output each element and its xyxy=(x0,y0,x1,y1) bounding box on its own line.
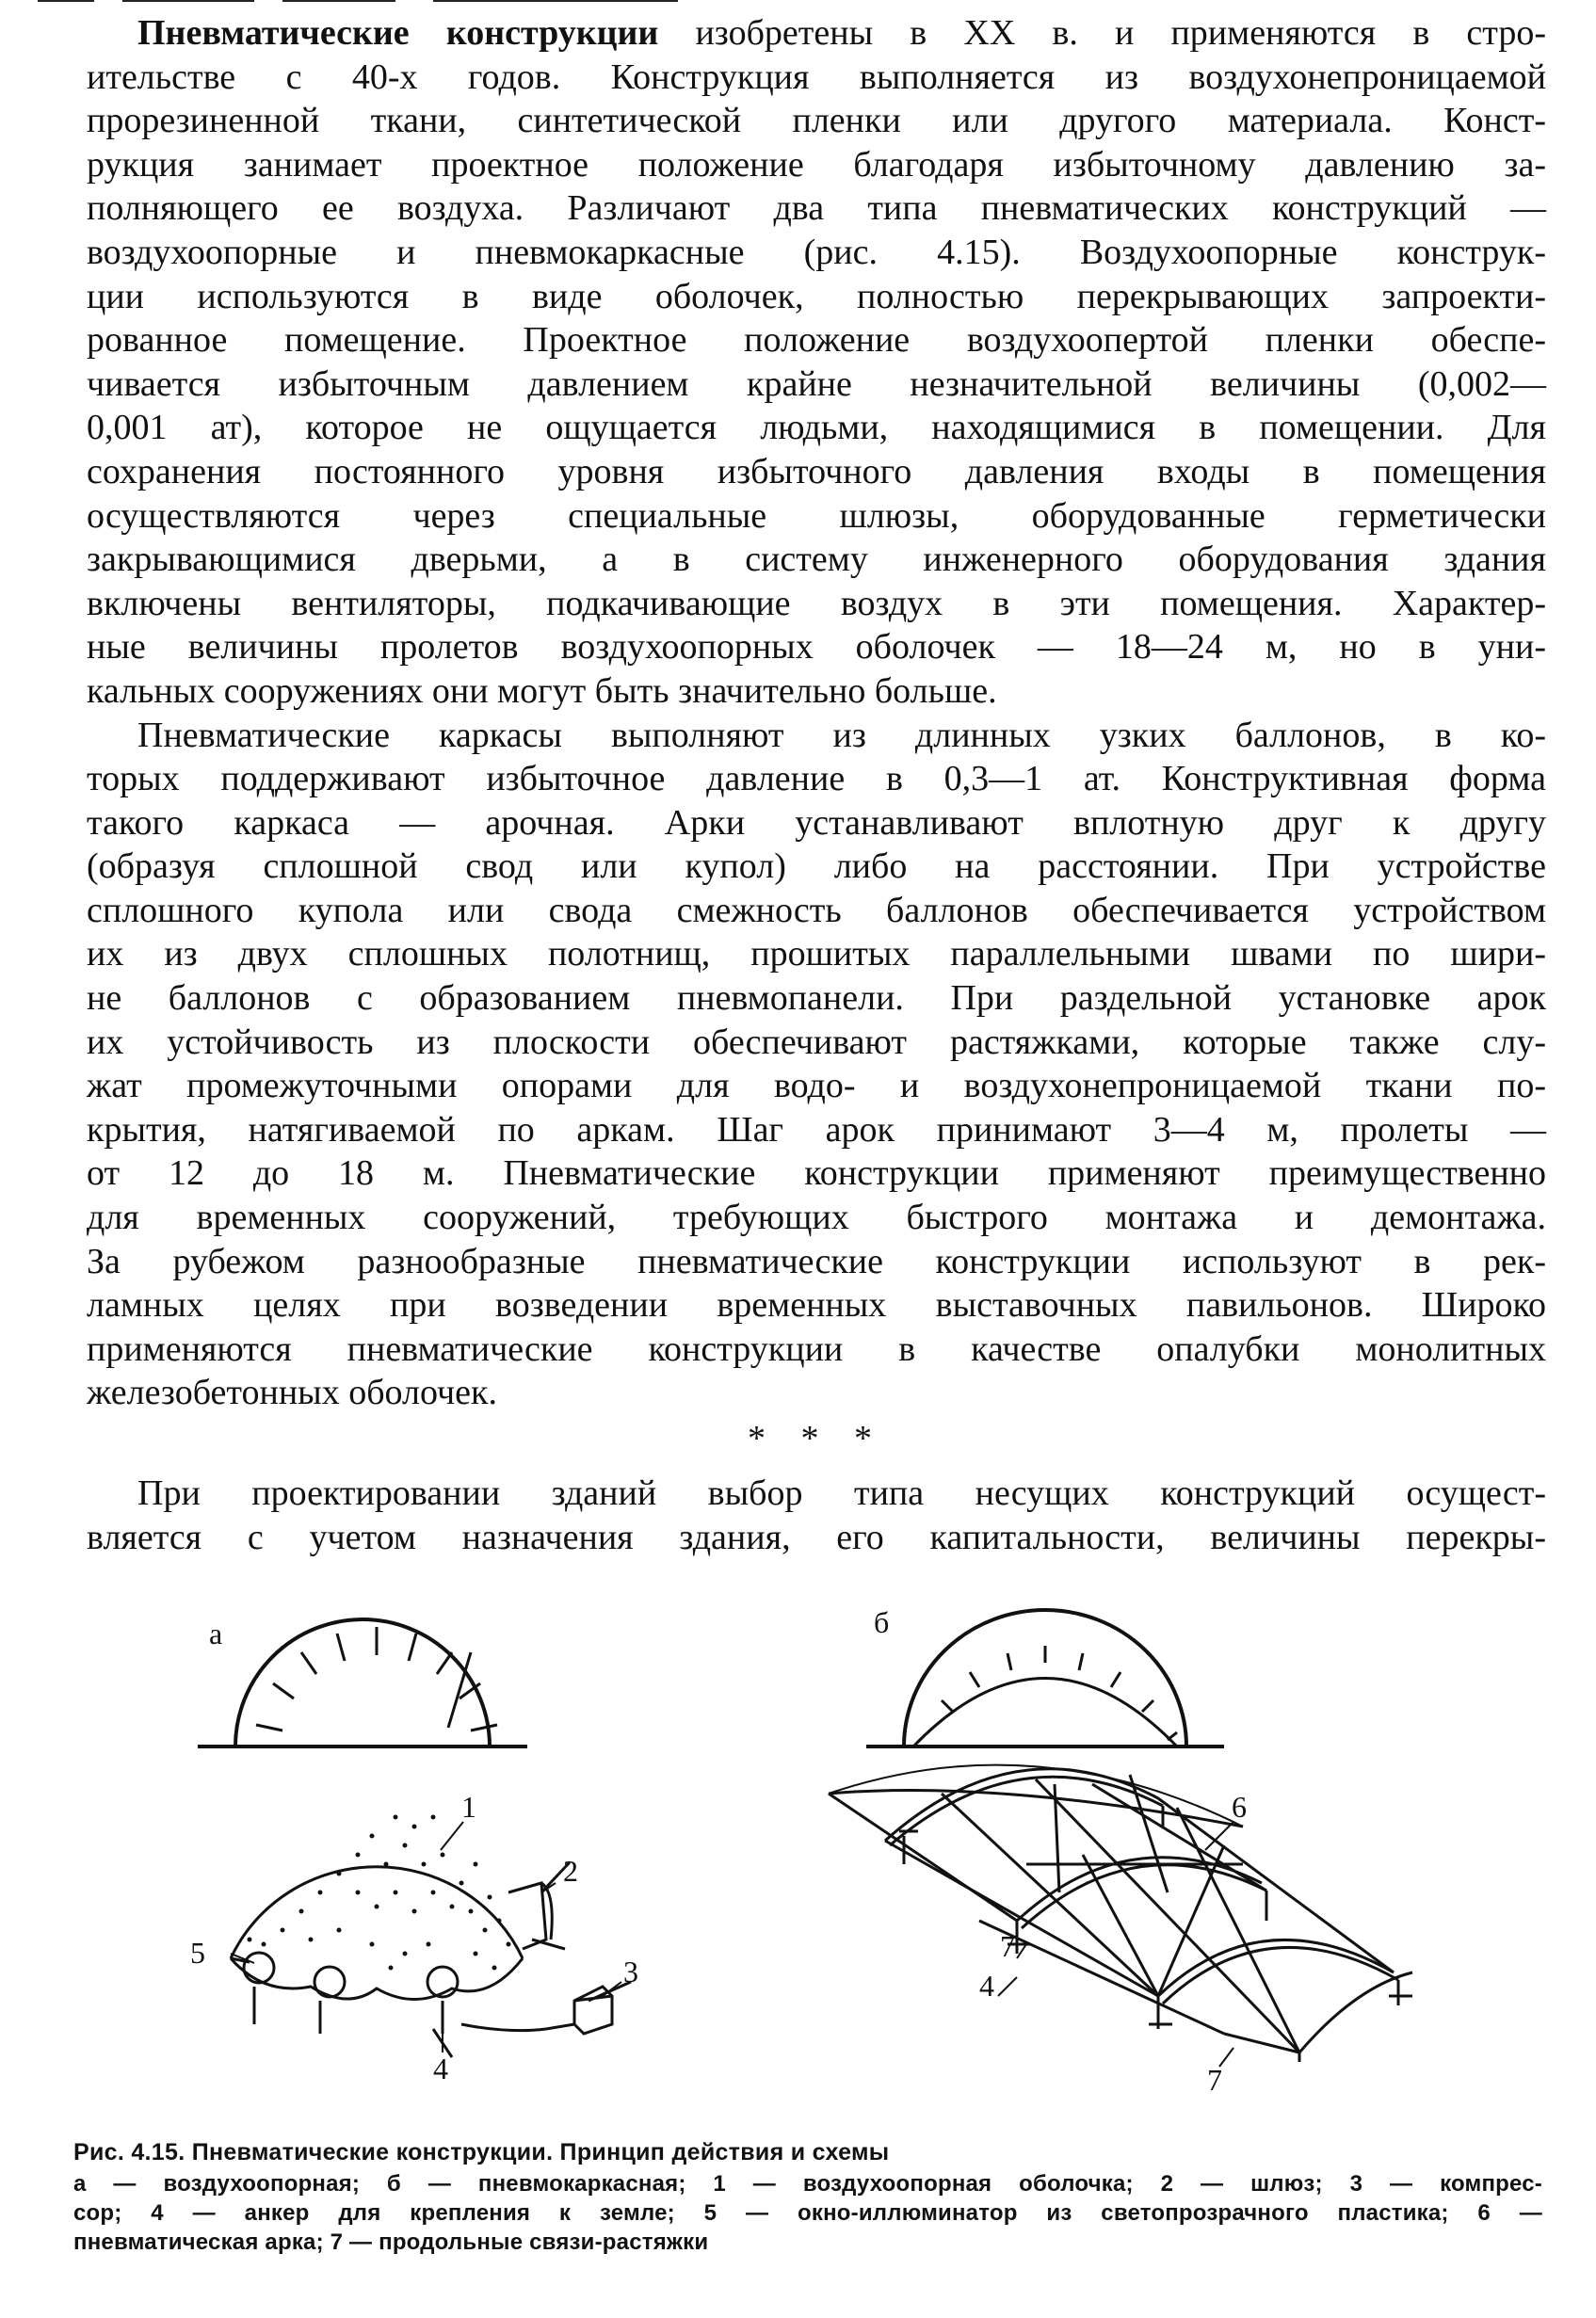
caption-line: сор; 4 — анкер для крепления к земле; 5 — окно-иллюминатор из светопрозрачного пластика; 6 — xyxy=(73,2200,1542,2226)
text-line: сплошного купола или свода смежность баллонов обеспечивается устройством xyxy=(87,890,1546,930)
text-line: Пневматические каркасы выполняют из длинных узких баллонов, в ко- xyxy=(137,715,1546,755)
air-frame-scheme xyxy=(866,1610,1224,1747)
text-line: осуществляются через специальные шлюзы, оборудованные герметически xyxy=(87,495,1546,536)
text-line: полняющего ее воздуха. Различают два типа пневматических конструкций — xyxy=(87,188,1546,229)
caption-title: Рис. 4.15. Пневматические конструкции. Принцип действия и схемы xyxy=(73,2139,890,2165)
text-line: рованное помещение. Проектное положение воздухоопертой пленки обеспе- xyxy=(87,320,1546,361)
text-line: их устойчивость из плоскости обеспечивают растяжками, которые также слу- xyxy=(87,1022,1546,1062)
callout-5: 5 xyxy=(190,1936,205,1970)
text-line: не баллонов с образованием пневмопанели. При раздельной установке арок xyxy=(87,978,1546,1019)
text-line: 0,001 ат), которое не ощущается людьми, находящимися в помещении. Для xyxy=(87,408,1546,448)
text-line: ции используются в виде оболочек, полностью перекрывающих запроекти- xyxy=(87,276,1546,316)
text-line: сохранения постоянного уровня избыточного давления входы в помещения xyxy=(87,451,1546,491)
text-line: прорезиненной ткани, синтетической пленки или другого материала. Конст- xyxy=(87,101,1546,141)
callout-leaders xyxy=(231,1822,1233,2067)
text-line: ные величины пролетов воздухоопорных оболочек — 18—24 м, но в уни- xyxy=(87,627,1546,668)
callout-4: 4 xyxy=(433,2052,448,2085)
text-line: крытия, натягиваемой по аркам. Шаг арок принимают 3—4 м, пролеты — xyxy=(87,1109,1546,1150)
section-separator: * * * xyxy=(748,1419,885,1458)
pneumatic-structures-drawing xyxy=(0,1582,1596,2222)
text-line: чивается избыточным давлением крайне незначительной величины (0,002— xyxy=(87,363,1546,404)
callout-1: 1 xyxy=(461,1790,476,1824)
body-text xyxy=(87,11,1546,1559)
text-line: (образуя сплошной свод или купол) либо на расстоянии. При устройстве xyxy=(87,846,1546,887)
bold-term: Пневматические конструкции xyxy=(137,13,659,53)
text-line: вляется с учетом назначения здания, его капитальности, величины перекры- xyxy=(87,1517,1546,1557)
text-line: воздухоопорные и пневмокаркасные (рис. 4.15). Воздухоопорные конструк- xyxy=(87,232,1546,272)
text-line: ительстве с 40-х годов. Конструкция выполняется из воздухонепроницаемой xyxy=(87,56,1546,97)
figure-4-15 xyxy=(0,1582,1596,2222)
arch-frame-perspective xyxy=(829,1765,1412,2062)
paragraph-2 xyxy=(87,714,1546,1416)
scheme-a-label: а xyxy=(209,1617,223,1650)
figure-caption xyxy=(73,2135,1542,2257)
caption-line: а — воздухоопорная; б — пневмокаркасная; 1 — воздухоопорная оболочка; 2 — шлюз; 3 — компрес- xyxy=(73,2171,1542,2197)
text-line: от 12 до 18 м. Пневматические конструкции применяют преимущественно xyxy=(87,1153,1546,1194)
callout-7-bottom: 7 xyxy=(1207,2063,1222,2097)
text-line: для временных сооружений, требующих быстрого монтажа и демонтажа. xyxy=(87,1198,1546,1238)
paragraph-3 xyxy=(87,1472,1546,1559)
callout-7-left: 7 xyxy=(1000,1929,1015,1963)
text-line: железобетонных оболочек. xyxy=(87,1373,497,1413)
callout-3: 3 xyxy=(623,1955,638,1988)
callout-6: 6 xyxy=(1232,1790,1247,1824)
text-line: жат промежуточными опорами для водо- и воздухонепроницаемой ткани по- xyxy=(87,1066,1546,1106)
text-line: торых поддерживают избыточное давление в 0,3—1 ат. Конструктивная форма xyxy=(87,759,1546,799)
cropped-previous-line xyxy=(38,0,979,9)
text-line: кальных сооружениях они могут быть значительно больше. xyxy=(87,670,997,711)
text-line: такого каркаса — арочная. Арки устанавливают вплотную друг к другу xyxy=(87,802,1546,843)
paragraph-1 xyxy=(87,11,1546,714)
text-line: закрывающимися дверьми, а в систему инженерного оборудования здания xyxy=(87,539,1546,580)
caption-line: пневматическая арка; 7 — продольные связи-растяжки xyxy=(73,2229,709,2255)
callout-4-right: 4 xyxy=(979,1969,994,2003)
text-line: рукция занимает проектное положение благодаря избыточному давлению за- xyxy=(87,144,1546,185)
scheme-b-label: б xyxy=(874,1605,890,1639)
text-line: За рубежом разнообразные пневматические конструкции используют в рек- xyxy=(87,1241,1546,1281)
callout-2: 2 xyxy=(563,1854,578,1888)
air-supported-scheme xyxy=(198,1619,527,1747)
text-line: Пневматические конструкции изобретены в XX в. и применяются в стро- xyxy=(137,13,1546,53)
text-line: их из двух сплошных полотнищ, прошитых параллельными швами по шири- xyxy=(87,934,1546,974)
text-line: включены вентиляторы, подкачивающие воздух в эти помещения. Характер- xyxy=(87,583,1546,623)
text-line: применяются пневматические конструкции в качестве опалубки монолитных xyxy=(87,1328,1546,1369)
text-line: ламных целях при возведении временных выставочных павильонов. Широко xyxy=(87,1285,1546,1326)
text-line: При проектировании зданий выбор типа несущих конструкций осущест- xyxy=(137,1473,1546,1513)
